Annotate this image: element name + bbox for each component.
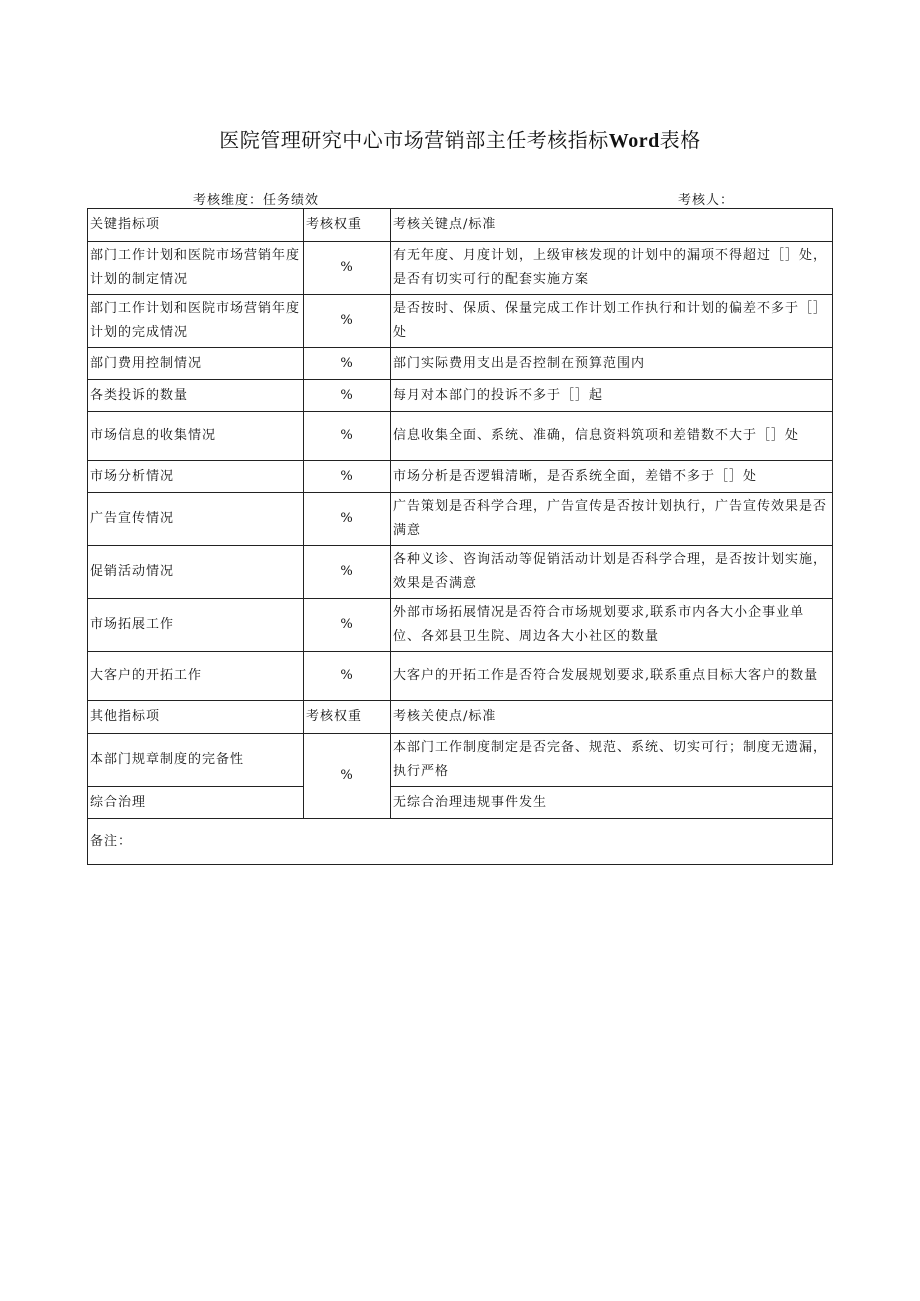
- assessment-dimension: 考核维度：任务绩效: [193, 193, 320, 208]
- remarks-row: [88, 819, 833, 865]
- row-indicator: 市场分析情况: [88, 461, 304, 493]
- other-header-weight: 考核权重: [304, 701, 391, 734]
- row-weight: %: [304, 380, 391, 412]
- row-weight: %: [304, 461, 391, 493]
- row-weight: %: [304, 652, 391, 701]
- other-weight: %: [304, 734, 391, 819]
- row-indicator: 市场拓展工作: [88, 599, 304, 652]
- other-header-indicator: 其他指标项: [88, 701, 304, 734]
- other-header-row: [88, 701, 833, 734]
- other-header-criteria: 考核关使点/标准: [391, 701, 833, 734]
- table-row: [88, 412, 833, 461]
- table-row: [88, 734, 833, 787]
- header-indicator: 关键指标项: [88, 209, 304, 242]
- row-criteria: 是否按时、保质、保量完成工作计划工作执行和计划的偏差不多于［］处: [391, 295, 833, 348]
- row-criteria: 信息收集全面、系统、准确，信息资料筑项和差错数不大于［］处: [391, 412, 833, 461]
- other-row-criteria: 无综合治理违规事件发生: [391, 787, 833, 819]
- row-criteria: 市场分析是否逻辑清晰，是否系统全面，差错不多于［］处: [391, 461, 833, 493]
- row-indicator: 市场信息的收集情况: [88, 412, 304, 461]
- row-weight: %: [304, 242, 391, 295]
- table-row: [88, 348, 833, 380]
- table-row: [88, 242, 833, 295]
- row-weight: %: [304, 493, 391, 546]
- title-word: Word: [608, 130, 660, 152]
- table-header-row: [88, 209, 833, 242]
- other-row-indicator: 综合治理: [88, 787, 304, 819]
- title-text: 医院管理研究中心市场营销部主任考核指标: [219, 128, 609, 152]
- remarks: 备注：: [88, 819, 833, 865]
- row-criteria: 部门实际费用支出是否控制在预算范围内: [391, 348, 833, 380]
- assessor-label: 考核人：: [678, 193, 735, 208]
- other-row-indicator: 本部门规章制度的完备性: [88, 734, 304, 787]
- row-criteria: 每月对本部门的投诉不多于［］起: [391, 380, 833, 412]
- row-weight: %: [304, 412, 391, 461]
- table-row: [88, 295, 833, 348]
- row-indicator: 部门工作计划和医院市场营销年度计划的制定情况: [88, 242, 304, 295]
- title-suffix: 表格: [659, 128, 701, 152]
- row-criteria: 外部市场拓展情况是否符合市场规划要求,联系市内各大小企事业单位、各郊县卫生院、周边各大小社区的数量: [391, 599, 833, 652]
- row-indicator: 各类投诉的数量: [88, 380, 304, 412]
- table-row: [88, 599, 833, 652]
- table-row: [88, 546, 833, 599]
- table-row: [88, 787, 833, 819]
- table-row: [88, 652, 833, 701]
- row-criteria: 大客户的开拓工作是否符合发展规划要求,联系重点目标大客户的数量: [391, 652, 833, 701]
- row-indicator: 大客户的开拓工作: [88, 652, 304, 701]
- row-weight: %: [304, 546, 391, 599]
- row-indicator: 部门工作计划和医院市场营销年度计划的完成情况: [88, 295, 304, 348]
- header-criteria: 考核关键点/标准: [391, 209, 833, 242]
- row-weight: %: [304, 295, 391, 348]
- row-weight: %: [304, 599, 391, 652]
- row-indicator: 部门费用控制情况: [88, 348, 304, 380]
- table-row: [88, 493, 833, 546]
- page-title: [0, 124, 920, 153]
- table-row: [88, 461, 833, 493]
- kpi-table: [87, 208, 833, 865]
- other-row-criteria: 本部门工作制度制定是否完备、规范、系统、切实可行；制度无遗漏，执行严格: [391, 734, 833, 787]
- row-criteria: 广告策划是否科学合理，广告宣传是否按计划执行，广告宣传效果是否满意: [391, 493, 833, 546]
- header-weight: 考核权重: [304, 209, 391, 242]
- row-indicator: 促销活动情况: [88, 546, 304, 599]
- row-criteria: 有无年度、月度计划，上级审核发现的计划中的漏项不得超过［］处，是否有切实可行的配套实施方案: [391, 242, 833, 295]
- row-criteria: 各种义诊、咨询活动等促销活动计划是否科学合理，是否按计划实施，效果是否满意: [391, 546, 833, 599]
- table-row: [88, 380, 833, 412]
- row-weight: %: [304, 348, 391, 380]
- row-indicator: 广告宣传情况: [88, 493, 304, 546]
